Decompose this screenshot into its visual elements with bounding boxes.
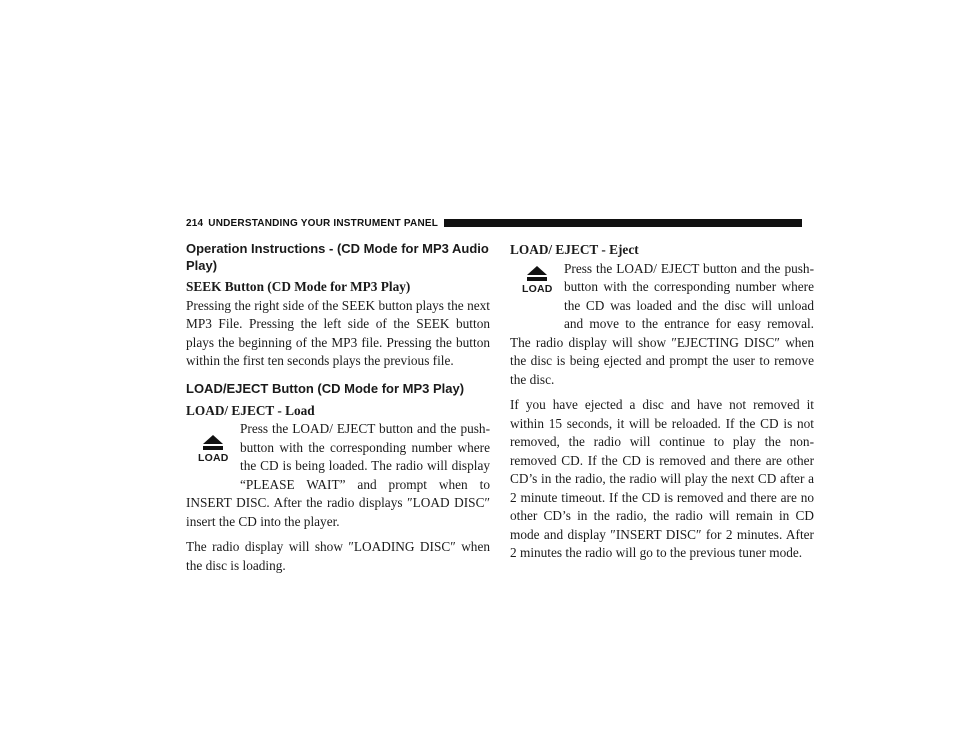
load-icon-label: LOAD — [198, 452, 229, 464]
eject-icon — [522, 266, 552, 306]
page-header — [186, 215, 802, 231]
section-title: UNDERSTANDING YOUR INSTRUMENT PANEL — [208, 217, 439, 229]
seek-title: SEEK Button (CD Mode for MP3 Play) — [186, 279, 411, 294]
page-number: 214 — [186, 217, 204, 229]
eject-icon-label: LOAD — [522, 282, 553, 295]
eject-icon — [198, 435, 228, 475]
eject-paragraph: Press the LOAD/ EJECT button and the push-button with the corresponding number where the CD was loaded and the disc will unload and move to the entrance for easy removal. The radio display will show ″EJECTING DISC″ when the disc is being ejected and prompt the user to remove the disc. — [510, 260, 814, 387]
eject-icon-wrap — [510, 260, 564, 334]
loading-paragraph: The radio display will show ″LOADING DISC″ when the disc is loading. — [186, 539, 490, 573]
seek-paragraph: Pressing the right side of the SEEK button plays the next MP3 File. Pressing the left side of the SEEK button plays the beginning of the MP3 file. Pressing the button within the first ten seconds plays the previous file. — [186, 297, 490, 368]
right-column — [510, 241, 814, 570]
left-column — [186, 240, 490, 582]
load-eject-heading: LOAD/EJECT Button (CD Mode for MP3 Play) — [186, 380, 465, 396]
load-icon-wrap — [186, 420, 240, 494]
load-title: LOAD/ EJECT - Load — [186, 402, 315, 418]
header-rule — [444, 219, 802, 227]
load-paragraph-block — [186, 420, 490, 531]
eject-paragraph-block — [510, 260, 814, 390]
eject-title: LOAD/ EJECT - Eject — [510, 242, 639, 257]
reload-paragraph: If you have ejected a disc and have not removed it within 15 seconds, it will be reloaded. If the CD is not removed, the radio will continue to play the non-removed CD. If the CD is removed and there are other CD’s in the radio, the radio will play the next CD after a 2 minute timeout. If the CD is removed and there are no other CD’s in the radio, the radio will remain in CD mode and display ″INSERT DISC″ for 2 minutes. After 2 minutes the radio will go to the previous tuner mode. — [510, 397, 814, 560]
operation-heading: Operation Instructions - (CD Mode for MP3 Audio Play) — [186, 241, 489, 273]
load-paragraph: Press the LOAD/ EJECT button and the push-button with the corresponding number where the CD is being loaded. The radio will display “PLEASE WAIT” and prompt when to INSERT DISC. After the radio displays ″LOAD DISC″ insert the CD into the player. — [186, 421, 490, 529]
